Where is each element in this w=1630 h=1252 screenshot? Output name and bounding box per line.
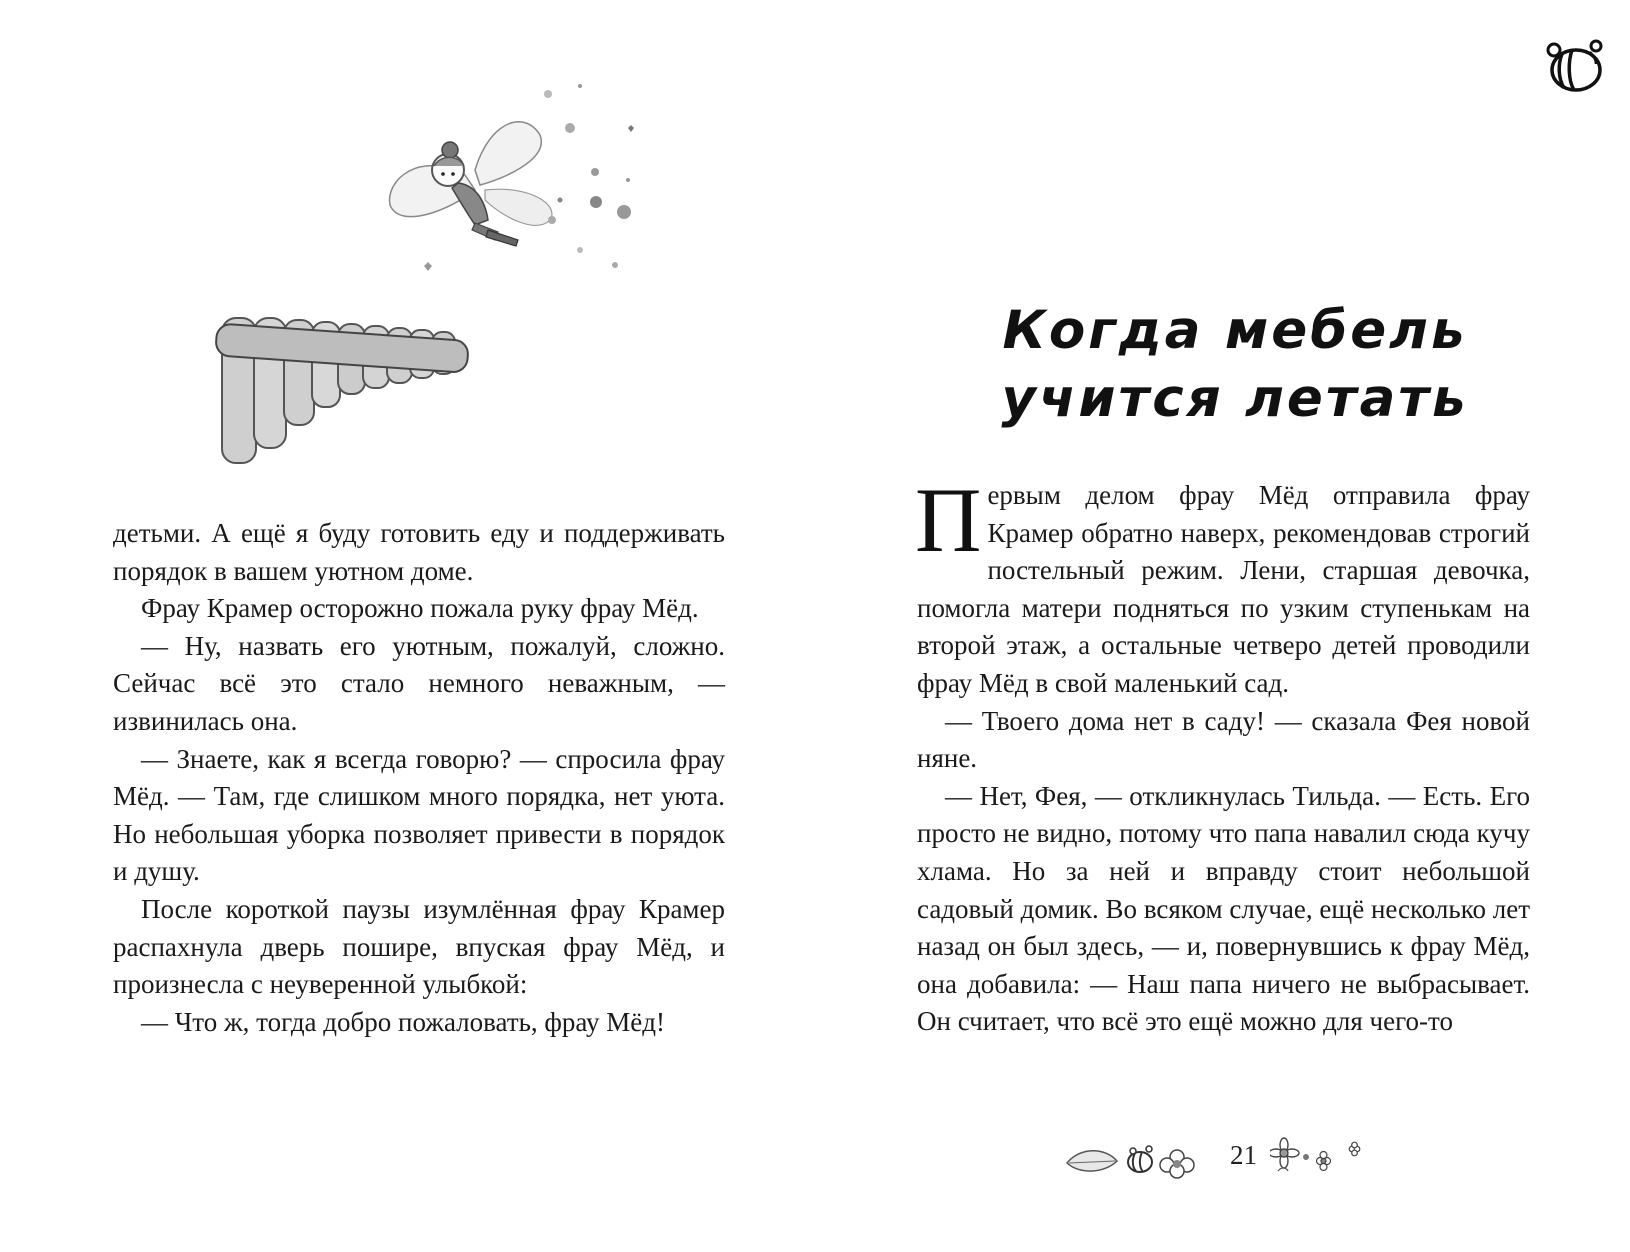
page-number: 21 xyxy=(1230,1140,1257,1170)
chapter-title-line-2: учится летать xyxy=(1001,368,1469,429)
bee-emblem-icon xyxy=(1540,38,1610,96)
left-paragraph-3: — Ну, назвать его уютным, пожалуй, сложно. Сейчас всё это стало немного неважным, — извинилась она. xyxy=(113,630,725,736)
fairy-illustration xyxy=(380,80,680,290)
left-page-body xyxy=(113,515,725,1041)
right-page-body xyxy=(915,469,1530,1041)
left-paragraph-5: После короткой паузы изумлённая фрау Крамер распахнула дверь пошире, впуская фрау Мёд, и произнесла с неуверенной улыбкой: xyxy=(113,893,725,1000)
left-paragraph-2: Фрау Крамер осторожно пожала руку фрау Мёд. xyxy=(141,593,699,624)
right-paragraph-3: — Нет, Фея, — откликнулась Тильда. — Есть. Его просто не видно, потому что папа навалил сюда кучу хлама. Но за ней и вправду стоит небольшой садовый домик. Во всяком случае, ещё несколько лет назад он был здесь, — и, повернувшись к фрау Мёд, она добавила: — Наш папа ничего не выбрасывает. Он считает, что всё это ещё можно для чего-то xyxy=(917,780,1530,1037)
left-paragraph-4: — Знаете, как я всегда говорю? — спросила фрау Мёд. — Там, где слишком много порядка, нет уюта. Но небольшая уборка позволяет привести в порядок и душу. xyxy=(113,743,725,887)
panpipe-illustration xyxy=(210,290,500,470)
page-folio xyxy=(1065,1135,1365,1185)
right-page xyxy=(815,0,1630,1252)
chapter-title-line-1: Когда мебель xyxy=(1002,300,1468,361)
chapter-title xyxy=(895,297,1575,433)
leaf-bee-flower-ornament-icon xyxy=(1065,1135,1215,1185)
right-paragraph-2: — Твоего дома нет в саду! — сказала Фея новой няне. xyxy=(917,705,1530,774)
right-paragraph-1 xyxy=(915,469,1530,703)
daisy-flowers-ornament-icon xyxy=(1270,1135,1365,1185)
left-paragraph-1: детьми. А ещё я буду готовить еду и поддерживать порядок в вашем уютном доме. xyxy=(113,518,725,586)
drop-cap: П xyxy=(915,469,982,571)
left-paragraph-6: — Что ж, тогда добро пожаловать, фрау Мёд! xyxy=(141,1006,666,1037)
first-paragraph-text: ервым делом фрау Мёд отправила фрау Крамер обратно наверх, рекомендовав строгий постельный режим. Лени, старшая девочка, помогла матери подняться по узким ступенькам на второй этаж, а остальные четверо детей проводили фрау Мёд в свой маленький сад. xyxy=(917,480,1530,698)
